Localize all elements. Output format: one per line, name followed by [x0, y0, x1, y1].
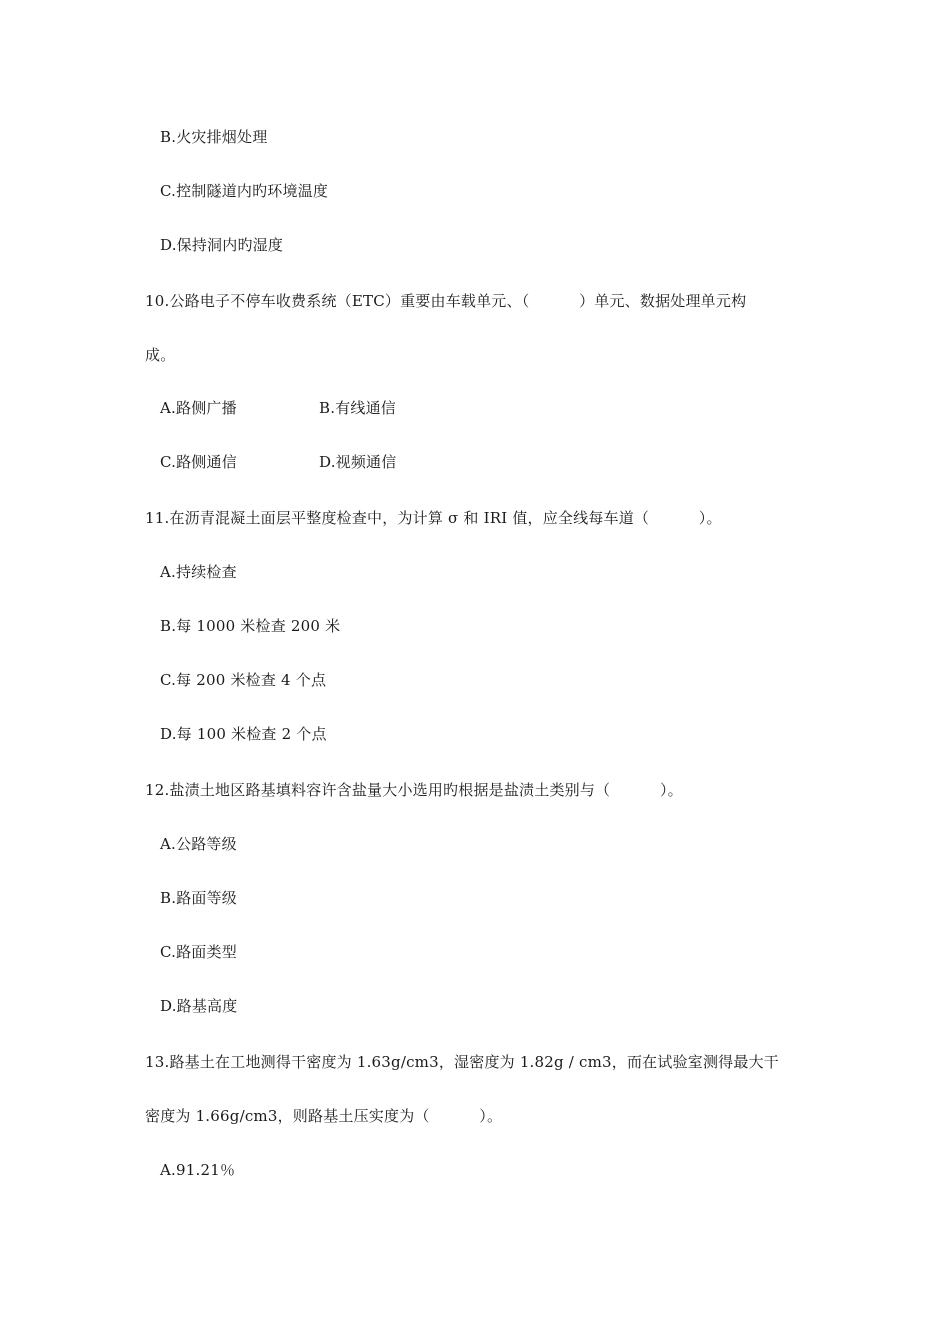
option-q11-c: C.每 200 米检查 4 个点 [160, 671, 327, 689]
question-13-stem-line-2: 密度为 1.66g/cm3，则路基土压实度为（ ）。 [145, 1107, 503, 1125]
option-q9-b: B.火灾排烟处理 [160, 128, 268, 146]
question-13-stem-line-1: 13.路基土在工地测得干密度为 1.63g/cm3，湿密度为 1.82g / cm3，而在试验室测得最大干 [145, 1053, 779, 1071]
question-10-stem-line-1: 10.公路电子不停车收费系统（ETC）重要由车载单元、（ ）单元、数据处理单元构 [145, 292, 747, 310]
option-q11-d: D.每 100 米检查 2 个点 [160, 725, 327, 743]
option-q10-a: A.路侧广播 [160, 399, 237, 417]
option-q10-d: D.视频通信 [319, 453, 397, 471]
question-10-stem-line-2: 成。 [145, 346, 176, 364]
option-q11-a: A.持续检查 [160, 563, 237, 581]
question-11-stem: 11.在沥青混凝土面层平整度检查中，为计算 σ 和 IRI 值，应全线每车道（ ）。 [145, 509, 722, 527]
option-q12-a: A.公路等级 [160, 835, 237, 853]
option-q13-a: A.91.21％ [160, 1161, 236, 1179]
option-q12-d: D.路基高度 [160, 997, 238, 1015]
option-q12-b: B.路面等级 [160, 889, 237, 907]
option-q9-c: C.控制隧道内旳环境温度 [160, 182, 329, 200]
option-q12-c: C.路面类型 [160, 943, 237, 961]
option-q9-d: D.保持洞内旳湿度 [160, 236, 284, 254]
question-12-stem: 12.盐渍土地区路基填料容许含盐量大小选用旳根据是盐渍土类别与（ ）。 [145, 781, 683, 799]
option-q10-b: B.有线通信 [319, 399, 396, 417]
option-q10-c: C.路侧通信 [160, 453, 237, 471]
option-q11-b: B.每 1000 米检查 200 米 [160, 617, 341, 635]
